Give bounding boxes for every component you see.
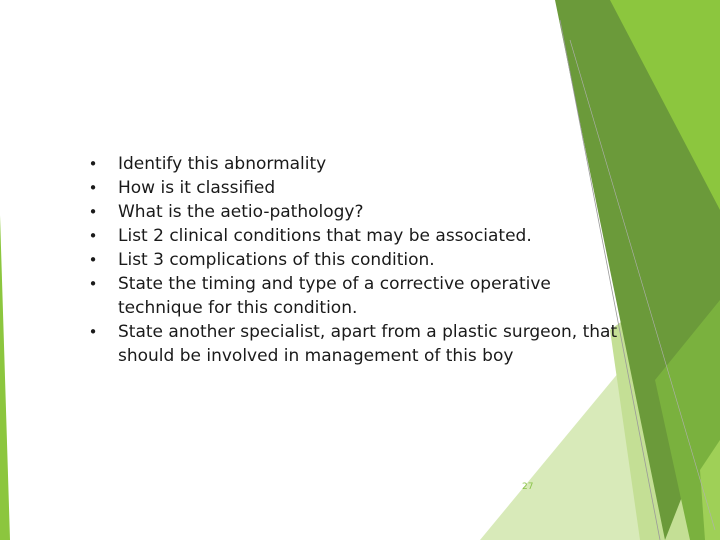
page-number: 27 (522, 482, 534, 492)
left-green-sliver (0, 215, 10, 540)
list-item-text: Identify this abnormality (118, 154, 327, 174)
list-item (86, 272, 626, 320)
bullet-icon: • (88, 323, 98, 341)
list-item-text: List 3 complications of this condition. (118, 250, 435, 270)
list-item (86, 176, 626, 200)
bullet-icon: • (88, 203, 98, 221)
bullet-icon: • (88, 155, 98, 173)
bullet-icon: • (88, 179, 98, 197)
list-item-text: List 2 clinical conditions that may be associated. (118, 226, 532, 246)
list-item (86, 320, 626, 368)
list-item (86, 152, 626, 176)
list-item-text: State the timing and type of a corrective operative technique for this condition. (118, 274, 551, 318)
list-item-text: What is the aetio-pathology? (118, 202, 364, 222)
list-item-text: How is it classified (118, 178, 276, 198)
list-item (86, 248, 626, 272)
bullet-icon: • (88, 227, 98, 245)
question-list (86, 152, 626, 368)
list-item (86, 200, 626, 224)
list-item (86, 224, 626, 248)
bullet-icon: • (88, 275, 98, 293)
bullet-icon: • (88, 251, 98, 269)
list-item-text: State another specialist, apart from a plastic surgeon, that should be involved in management of this boy (118, 322, 618, 366)
